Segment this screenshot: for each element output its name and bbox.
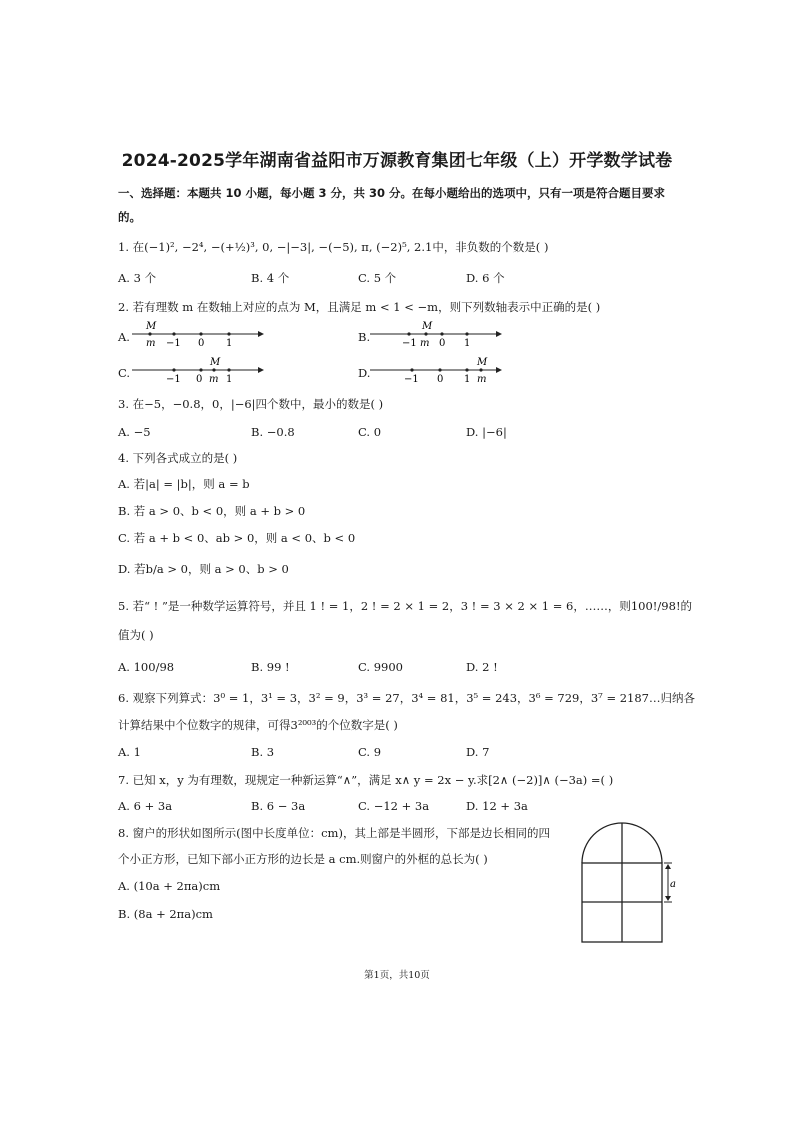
page-title: 2024-2025学年湖南省益阳市万源教育集团七年级（上）开学数学试卷 <box>121 151 673 171</box>
question-3: 3. 在−5，−0.8，0，|−6|四个数中，最小的数是( ) <box>118 397 384 411</box>
q7-option-a: A. 6 + 3a <box>118 799 173 813</box>
question-7: 7. 已知 x，y 为有理数，现规定一种新运算“∧”，满足 x∧ y = 2x − y.求[2∧ (−2)]∧ (−3a) =( ) <box>118 773 614 787</box>
section-heading: 一、选择题：本题共 10 小题，每小题 3 分，共 30 分。在每小题给出的选项中，只有一项是符合题目要求 <box>118 186 666 200</box>
section-heading-cont: 的。 <box>118 210 141 224</box>
q1-option-a: A. 3 个 <box>118 271 157 285</box>
svg-text:1: 1 <box>226 338 233 349</box>
svg-text:0: 0 <box>196 374 203 385</box>
svg-text:M: M <box>146 321 157 332</box>
q2-number-line-d <box>368 354 508 386</box>
svg-text:m: m <box>420 338 430 349</box>
svg-text:m: m <box>209 374 219 385</box>
q8-option-a: A. (10a + 2πa)cm <box>118 879 221 893</box>
q2-option-a-label: A. <box>118 330 130 344</box>
question-5-cont: 值为( ) <box>118 628 154 642</box>
q8-option-b: B. (8a + 2πa)cm <box>118 907 213 921</box>
q3-option-a: A. −5 <box>118 425 151 439</box>
question-2: 2. 若有理数 m 在数轴上对应的点为 M，且满足 m < 1 < −m，则下列数轴表示中正确的是( ) <box>118 300 601 314</box>
q5-option-b: B. 99 ! <box>251 660 290 674</box>
window-figure <box>578 820 688 946</box>
question-6: 6. 观察下列算式：3⁰ = 1，3¹ = 3，3² = 9，3³ = 27，3⁴ = 81，3⁵ = 243，3⁶ = 729，3⁷ = 2187…归纳各 <box>118 691 695 705</box>
svg-text:0: 0 <box>437 374 444 385</box>
q2-option-c-label: C. <box>118 366 131 380</box>
question-6-cont: 计算结果中个位数字的规律，可得3²⁰⁰³的个位数字是( ) <box>118 718 398 732</box>
q1-option-b: B. 4 个 <box>251 271 290 285</box>
q6-option-c: C. 9 <box>358 745 382 759</box>
q2-option-b-label: B. <box>358 330 371 344</box>
question-5: 5. 若“ ! ”是一种数学运算符号，并且 1 ! = 1，2 ! = 2 × 1 = 2，3 ! = 3 × 2 × 1 = 6，……，则100!/98!的 <box>118 599 693 613</box>
svg-text:0: 0 <box>198 338 205 349</box>
svg-text:1: 1 <box>464 338 471 349</box>
q1-option-c: C. 5 个 <box>358 271 397 285</box>
q1-option-d: D. 6 个 <box>466 271 505 285</box>
q4-option-b: B. 若 a > 0、b < 0，则 a + b > 0 <box>118 504 306 518</box>
q3-option-d: D. |−6| <box>466 425 507 439</box>
q2-number-line-a <box>130 318 270 350</box>
q3-option-b: B. −0.8 <box>251 425 295 439</box>
svg-text:0: 0 <box>439 338 446 349</box>
question-8-cont: 个小正方形，已知下部小正方形的边长是 a cm.则窗户的外框的总长为( ) <box>118 852 488 866</box>
q7-option-d: D. 12 + 3a <box>466 799 528 813</box>
q5-option-d: D. 2 ! <box>466 660 498 674</box>
question-4: 4. 下列各式成立的是( ) <box>118 451 238 465</box>
q6-option-a: A. 1 <box>118 745 141 759</box>
svg-text:M: M <box>422 321 433 332</box>
q7-option-b: B. 6 − 3a <box>251 799 306 813</box>
question-8: 8. 窗户的形状如图所示(图中长度单位：cm)，其上部是半圆形，下部是边长相同的四 <box>118 826 550 840</box>
question-1: 1. 在(−1)², −2⁴, −(+½)³, 0, −|−3|, −(−5), π, (−2)⁵, 2.1中，非负数的个数是( ) <box>118 240 549 254</box>
q2-number-line-c <box>130 354 270 386</box>
svg-text:−1: −1 <box>402 338 417 349</box>
q2-option-d-label: D. <box>358 366 371 380</box>
svg-text:−1: −1 <box>166 338 181 349</box>
q6-option-b: B. 3 <box>251 745 275 759</box>
q6-option-d: D. 7 <box>466 745 490 759</box>
page-footer: 第1页，共10页 <box>364 970 430 981</box>
svg-text:m: m <box>146 338 156 349</box>
q3-option-c: C. 0 <box>358 425 382 439</box>
q5-option-c: C. 9900 <box>358 660 403 674</box>
svg-text:−1: −1 <box>166 374 181 385</box>
svg-text:m: m <box>477 374 487 385</box>
svg-text:M: M <box>210 357 221 368</box>
q4-option-d: D. 若b/a > 0，则 a > 0、b > 0 <box>118 562 289 576</box>
window-side-label: a <box>670 879 676 890</box>
svg-text:1: 1 <box>464 374 471 385</box>
q5-option-a: A. 100/98 <box>118 660 175 674</box>
svg-text:−1: −1 <box>404 374 419 385</box>
svg-text:1: 1 <box>226 374 233 385</box>
q2-number-line-b <box>368 318 508 350</box>
q7-option-c: C. −12 + 3a <box>358 799 430 813</box>
svg-text:M: M <box>477 357 488 368</box>
q4-option-a: A. 若|a| = |b|，则 a = b <box>118 477 250 491</box>
q4-option-c: C. 若 a + b < 0、ab > 0，则 a < 0、b < 0 <box>118 531 356 545</box>
